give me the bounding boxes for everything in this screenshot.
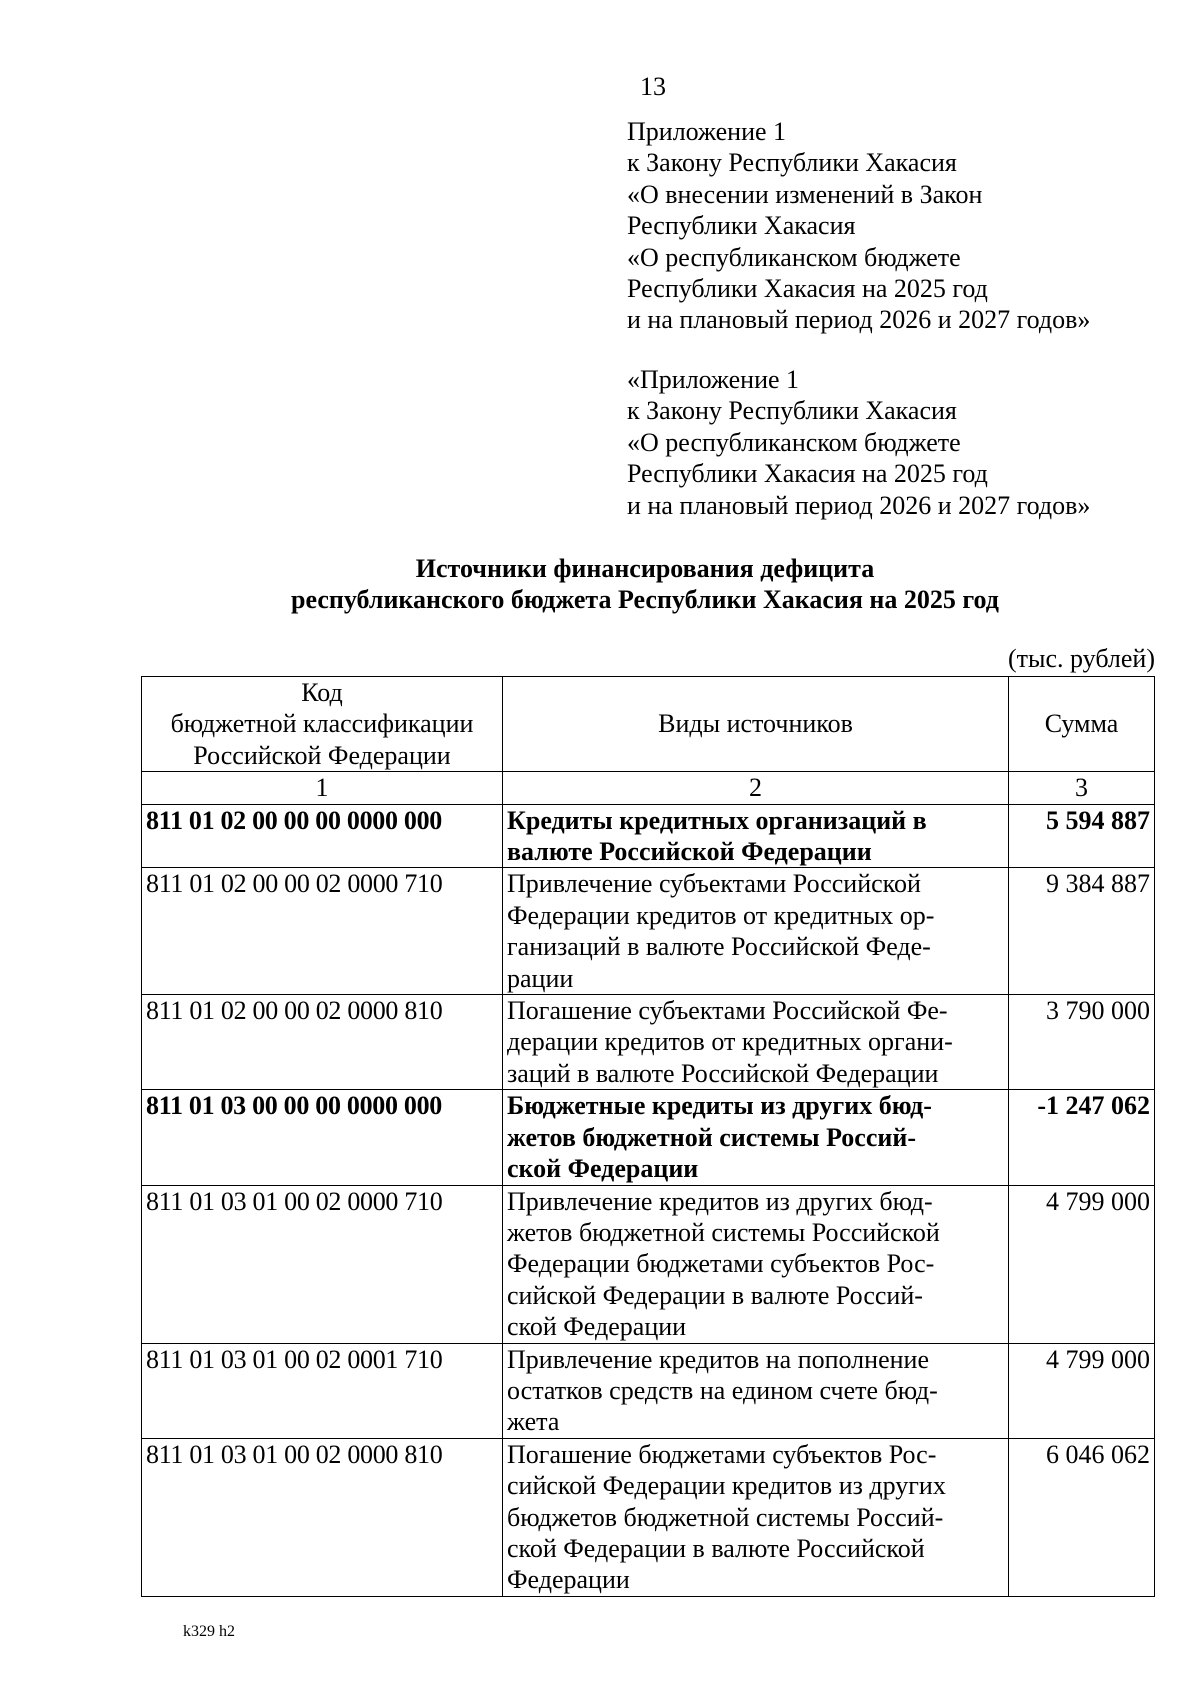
annex-line: «О республиканском бюджете	[627, 427, 961, 457]
units-label: (тыс. рублей)	[1007, 644, 1155, 673]
document-title	[140, 553, 1150, 615]
annex-line: Республики Хакасия на 2025 год	[627, 274, 988, 304]
column-number: 1	[142, 772, 503, 804]
row-kind-line: Привлечение субъектами Российской	[507, 869, 921, 899]
annex-line: Приложение 1	[627, 117, 787, 146]
table-row	[142, 1343, 1155, 1438]
row-kind-line: ской Федерации	[507, 1312, 687, 1342]
row-kind-line: остатков средств на едином счете бюд-	[507, 1375, 938, 1405]
row-kind-line: Погашение субъектами Российской Фе-	[507, 996, 948, 1026]
title-line-2: республиканского бюджета Республики Хакасия на 2025 год	[291, 585, 999, 614]
row-code: 811 01 03 01 00 02 0000 810	[142, 1438, 503, 1596]
row-sum: 4 799 000	[1009, 1343, 1155, 1438]
table-row	[142, 804, 1155, 868]
header-code-line: Российской Федерации	[193, 740, 451, 770]
header-code-line: бюджетной классификации	[170, 709, 474, 739]
row-sum: 5 594 887	[1009, 804, 1155, 868]
annex-line: Республики Хакасия	[627, 211, 856, 241]
table-row	[142, 1090, 1155, 1185]
row-kind-line: рации	[507, 963, 574, 993]
row-sum: 6 046 062	[1009, 1438, 1155, 1596]
annex-line: и на плановый период 2026 и 2027 годов»	[627, 490, 1091, 520]
header-code	[142, 677, 503, 772]
row-sum: 3 790 000	[1009, 995, 1155, 1090]
row-sum: 9 384 887	[1009, 868, 1155, 995]
row-kind-line: Привлечение кредитов из других бюд-	[507, 1186, 933, 1216]
row-sum: 4 799 000	[1009, 1185, 1155, 1343]
row-kind	[503, 1343, 1009, 1438]
row-kind-line: Привлечение кредитов на пополнение	[507, 1344, 929, 1374]
row-kind	[503, 804, 1009, 868]
row-kind	[503, 1438, 1009, 1596]
row-code: 811 01 03 01 00 02 0001 710	[142, 1343, 503, 1438]
row-kind-line: жета	[507, 1407, 560, 1437]
row-code: 811 01 03 01 00 02 0000 710	[142, 1185, 503, 1343]
column-number: 2	[503, 772, 1009, 804]
annex-line: и на плановый период 2026 и 2027 годов»	[627, 305, 1091, 335]
row-kind	[503, 995, 1009, 1090]
annex-header-current	[627, 116, 1090, 336]
row-code: 811 01 03 00 00 00 0000 000	[142, 1090, 503, 1185]
table-row	[142, 1438, 1155, 1596]
page-number: 13	[640, 72, 666, 101]
annex-line: Республики Хакасия на 2025 год	[627, 459, 988, 489]
column-number-row	[142, 772, 1155, 804]
column-number: 3	[1009, 772, 1155, 804]
row-code: 811 01 02 00 00 02 0000 710	[142, 868, 503, 995]
row-kind	[503, 868, 1009, 995]
row-kind	[503, 1090, 1009, 1185]
row-sum: -1 247 062	[1009, 1090, 1155, 1185]
row-kind-line: заций в валюте Российской Федерации	[507, 1058, 939, 1088]
row-kind-line: сийской Федерации в валюте Россий-	[507, 1280, 923, 1310]
header-code-line: Код	[301, 678, 343, 707]
row-kind-line: сийской Федерации кредитов из других	[507, 1471, 946, 1501]
table-header-row	[142, 677, 1155, 772]
row-kind-line: бюджетов бюджетной системы Россий-	[507, 1502, 944, 1532]
row-kind-line: Федерации кредитов от кредитных ор-	[507, 900, 935, 930]
table-row	[142, 868, 1155, 995]
annex-line: к Закону Республики Хакасия	[627, 396, 957, 426]
row-kind-line: жетов бюджетной системы Россий-	[507, 1122, 917, 1152]
header-kind: Виды источников	[503, 677, 1009, 772]
row-kind-line: Бюджетные кредиты из других бюд-	[507, 1091, 932, 1121]
row-kind-line: ской Федерации в валюте Российской	[507, 1533, 925, 1563]
annex-line: «О внесении изменений в Закон	[627, 179, 983, 209]
annex-header-original	[627, 364, 1090, 521]
row-kind-line: Федерации	[507, 1565, 630, 1595]
header-sum: Сумма	[1009, 677, 1155, 772]
footer-document-code: k329 h2	[183, 1623, 235, 1640]
row-code: 811 01 02 00 00 00 0000 000	[142, 804, 503, 868]
row-kind	[503, 1185, 1009, 1343]
row-kind-line: Федерации бюджетами субъектов Рос-	[507, 1249, 935, 1279]
row-kind-line: дерации кредитов от кредитных органи-	[507, 1027, 953, 1057]
row-kind-line: Погашение бюджетами субъектов Рос-	[507, 1439, 937, 1469]
table-row	[142, 995, 1155, 1090]
row-kind-line: валюте Российской Федерации	[507, 837, 872, 867]
row-kind-line: Кредиты кредитных организаций в	[507, 805, 927, 835]
annex-line: «О республиканском бюджете	[627, 242, 961, 272]
financing-sources-table	[141, 676, 1155, 1597]
annex-line: «Приложение 1	[627, 365, 800, 394]
row-kind-line: жетов бюджетной системы Российской	[507, 1217, 940, 1247]
annex-line: к Закону Республики Хакасия	[627, 148, 957, 178]
table-row	[142, 1185, 1155, 1343]
row-kind-line: ганизаций в валюте Российской Феде-	[507, 932, 931, 962]
title-line-1: Источники финансирования дефицита	[415, 554, 875, 583]
row-kind-line: ской Федерации	[507, 1154, 699, 1184]
row-code: 811 01 02 00 00 02 0000 810	[142, 995, 503, 1090]
